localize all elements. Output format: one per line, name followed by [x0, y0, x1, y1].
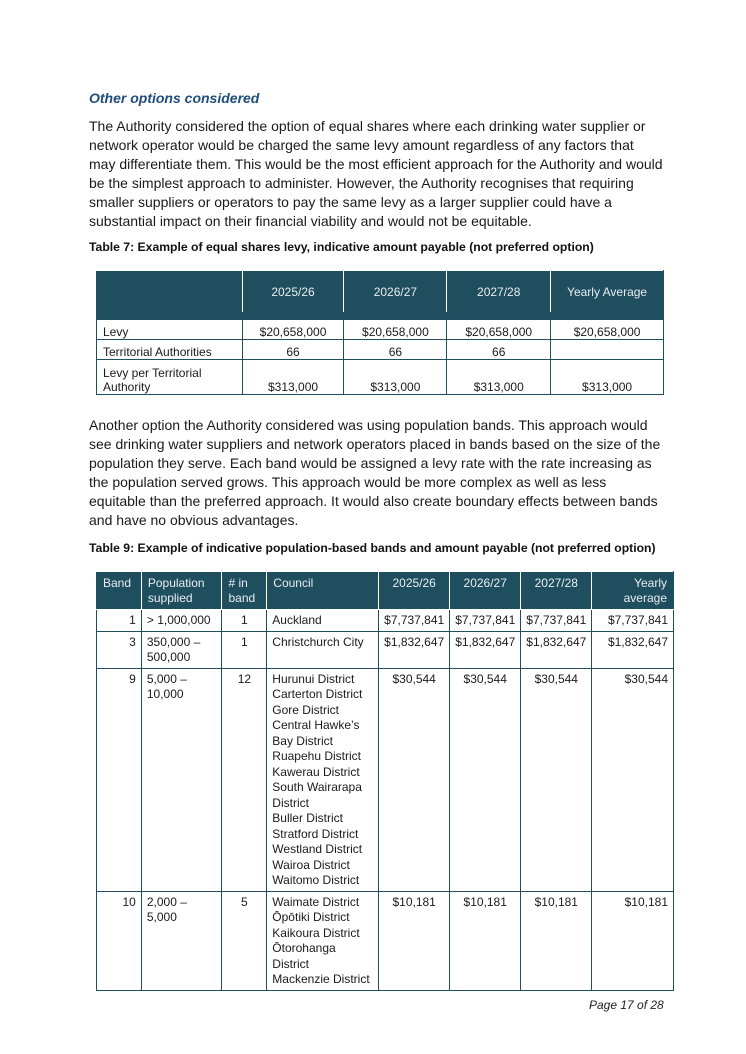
table7-spacer-cell — [242, 313, 344, 320]
table9-population-bands — [96, 571, 674, 991]
table-row — [97, 610, 674, 632]
table9-header-average: Yearly average — [592, 572, 674, 610]
levy-2027-cell: $10,181 — [521, 891, 592, 990]
band-cell: 10 — [97, 891, 142, 990]
council-name: Wairoa District — [272, 857, 350, 872]
table7-cell: $20,658,000 — [551, 320, 664, 340]
table9-header-2025: 2025/26 — [379, 572, 450, 610]
count-cell: 5 — [222, 891, 267, 990]
council-cell — [267, 891, 379, 990]
population-cell: > 1,000,000 — [141, 610, 222, 632]
population-cell: 2,000 – 5,000 — [141, 891, 222, 990]
table-row — [97, 360, 664, 395]
levy-2027-cell: $1,832,647 — [521, 631, 592, 668]
table9-header-council: Council — [267, 572, 379, 610]
table7-row-label: Levy per Territorial Authority — [97, 360, 243, 395]
council-name: Gore District — [272, 702, 339, 717]
page-number: Page 17 of 28 — [589, 998, 664, 1012]
council-name: Stratford District — [272, 826, 359, 841]
count-cell: 1 — [222, 631, 267, 668]
population-cell: 350,000 – 500,000 — [141, 631, 222, 668]
levy-2027-cell: $30,544 — [521, 668, 592, 891]
council-name: Carterton District — [272, 687, 363, 701]
table9-body — [97, 610, 674, 991]
table7-header-2026: 2026/27 — [344, 271, 447, 313]
table7-cell: 66 — [447, 340, 551, 360]
table7-cell: $313,000 — [447, 360, 551, 395]
council-name: Waimate District — [272, 894, 360, 909]
table7-cell: $20,658,000 — [447, 320, 551, 340]
council-name: Mackenzie District — [272, 972, 370, 986]
council-cell — [267, 610, 379, 632]
table7-row-label: Territorial Authorities — [97, 340, 243, 360]
table-row — [97, 631, 674, 668]
table7-spacer-cell — [344, 313, 447, 320]
council-name: Buller District — [272, 811, 343, 825]
table7-equal-shares — [96, 270, 664, 395]
table9-header-2027: 2027/28 — [521, 572, 592, 610]
council-name: Hurunui District — [272, 671, 355, 686]
levy-average-cell: $10,181 — [592, 891, 674, 990]
table9-header-count: # in band — [222, 572, 267, 610]
council-name: Waitomo District — [272, 873, 360, 887]
paragraph-population-bands: Another option the Authority considered was using population bands. This approach would see drinking water suppliers and network operators placed in bands based on the size of the population they serve. Each band would be assigned a levy rate with the rate increasing as the population served grows. This approach would be more complex as well as less equitable than the preferred approach. It would also create boundary effects between bands and have no obvious advantages. — [89, 417, 661, 528]
table7-caption: Table 7: Example of equal shares levy, indicative amount payable (not preferred option) — [89, 240, 594, 254]
council-name: Kawerau District — [272, 764, 360, 779]
table7-spacer-cell — [447, 313, 551, 320]
levy-2027-cell: $7,737,841 — [521, 610, 592, 632]
table7-spacer-cell — [551, 313, 664, 320]
council-name: South Wairarapa District — [272, 780, 362, 810]
levy-average-cell: $1,832,647 — [592, 631, 674, 668]
levy-average-cell: $30,544 — [592, 668, 674, 891]
council-name: Westland District — [272, 842, 363, 856]
band-cell: 1 — [97, 610, 142, 632]
council-name: Kaikoura District — [272, 925, 360, 940]
table9-header-2026: 2026/27 — [450, 572, 521, 610]
table7-cell: $313,000 — [344, 360, 447, 395]
table9-caption: Table 9: Example of indicative population-based bands and amount payable (not preferred option) — [89, 541, 656, 555]
table7-cell — [551, 340, 664, 360]
levy-2025-cell: $30,544 — [379, 668, 450, 891]
table7-header-row — [97, 271, 664, 313]
table7-header-blank — [97, 271, 243, 313]
table7-header-spacer — [97, 313, 664, 320]
levy-2025-cell: $1,832,647 — [379, 631, 450, 668]
council-cell — [267, 668, 379, 891]
table7-cell: $20,658,000 — [344, 320, 447, 340]
levy-2025-cell: $10,181 — [379, 891, 450, 990]
council-name: Christchurch City — [272, 634, 364, 649]
table9-header-row — [97, 572, 674, 610]
band-cell: 3 — [97, 631, 142, 668]
table7-cell: $20,658,000 — [242, 320, 344, 340]
council-name: Ruapehu District — [272, 749, 362, 763]
table-row — [97, 340, 664, 360]
table-row — [97, 668, 674, 891]
levy-2026-cell: $10,181 — [450, 891, 521, 990]
table7-header-average: Yearly Average — [551, 271, 664, 313]
table7-row-label: Levy — [97, 320, 243, 340]
count-cell: 1 — [222, 610, 267, 632]
table7-spacer-cell — [97, 313, 243, 320]
levy-2026-cell: $7,737,841 — [450, 610, 521, 632]
council-name: Ōpōtiki District — [272, 910, 350, 924]
table-row — [97, 891, 674, 990]
section-heading: Other options considered — [89, 90, 260, 106]
levy-2026-cell: $30,544 — [450, 668, 521, 891]
table7-cell: $313,000 — [551, 360, 664, 395]
council-name: Central Hawke’s Bay District — [272, 718, 360, 748]
band-cell: 9 — [97, 668, 142, 891]
council-name: Ōtorohanga District — [272, 941, 336, 971]
table7-cell: $313,000 — [242, 360, 344, 395]
paragraph-equal-shares: The Authority considered the option of equal shares where each drinking water supplier or network operator would be charged the same levy amount regardless of any factors that may differentiate them. This would be the most efficient approach for the Authority and would be the simplest approach to administer. However, the Authority recognises that requiring smaller suppliers or operators to pay the same levy as a larger supplier could have a substantial impact on their financial viability and would not be equitable. — [89, 118, 663, 229]
levy-average-cell: $7,737,841 — [592, 610, 674, 632]
population-cell: 5,000 – 10,000 — [141, 668, 222, 891]
council-name: Auckland — [272, 613, 322, 627]
table7-cell: 66 — [344, 340, 447, 360]
count-cell: 12 — [222, 668, 267, 891]
table9-header-population: Population supplied — [141, 572, 222, 610]
council-cell — [267, 631, 379, 668]
levy-2026-cell: $1,832,647 — [450, 631, 521, 668]
table7-cell: 66 — [242, 340, 344, 360]
table9-header-band: Band — [97, 572, 142, 610]
table-row — [97, 320, 664, 340]
levy-2025-cell: $7,737,841 — [379, 610, 450, 632]
table7-header-2025: 2025/26 — [242, 271, 344, 313]
table7-header-2027: 2027/28 — [447, 271, 551, 313]
